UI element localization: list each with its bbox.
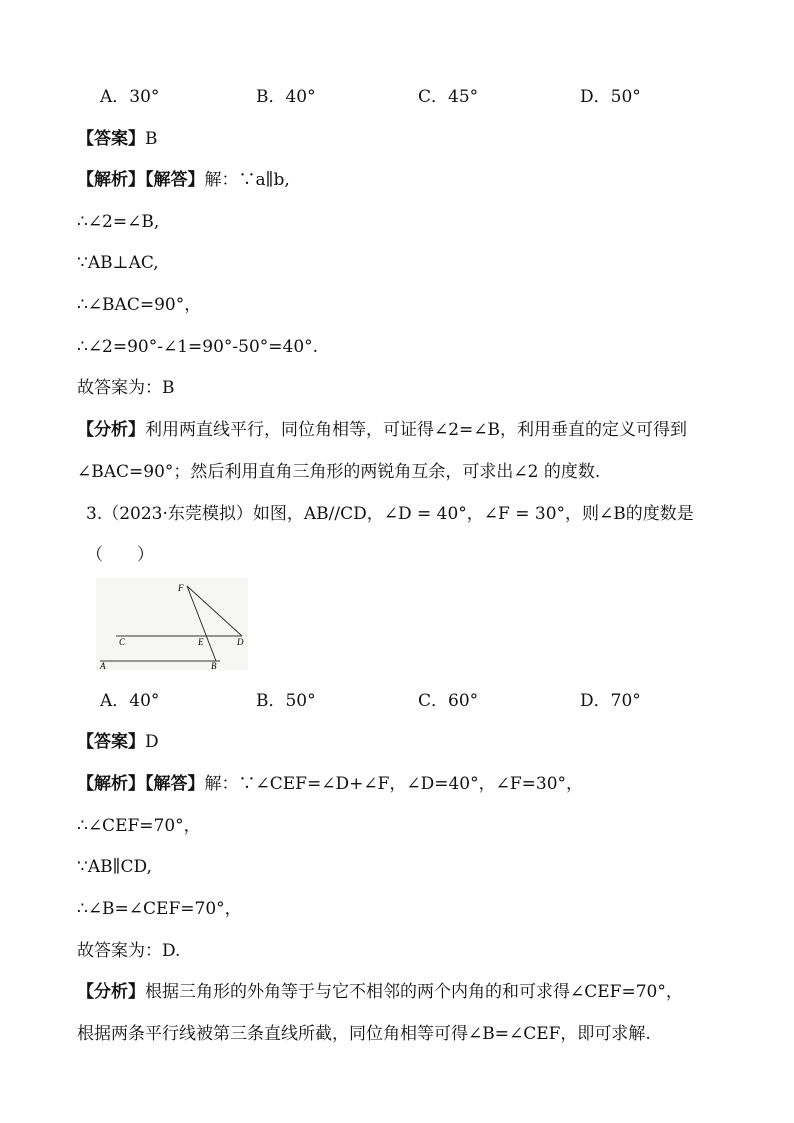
answer-value: B <box>145 129 158 149</box>
q2-analysis-line: ∴∠2=90°-∠1=90°-50°=40°. <box>77 337 319 357</box>
q2-option-c: C．45° <box>418 87 479 107</box>
analysis-tag: 【解析】【解答】 <box>77 774 205 794</box>
fenxi-text: 利用两直线平行，同位角相等，可证得∠2=∠B，利用垂直的定义可得到 <box>145 420 688 440</box>
q2-fenxi <box>77 419 687 441</box>
q2-options <box>0 86 794 108</box>
q3-answer <box>77 731 159 753</box>
label-c: C <box>119 637 126 647</box>
answer-tag: 【答案】 <box>77 732 145 752</box>
q3-analysis-line: ∴∠CEF=70°， <box>77 816 201 836</box>
analysis-text: 解：∵a∥b, <box>204 170 290 190</box>
q2-conclusion: 故答案为：B <box>77 378 175 398</box>
q3-analysis-line: ∵AB∥CD, <box>77 857 152 877</box>
q3-option-a: A．40° <box>100 691 160 711</box>
fenxi-tag: 【分析】 <box>77 982 145 1002</box>
geometry-figure <box>96 578 248 670</box>
q2-option-a: A．30° <box>100 87 160 107</box>
label-b: B <box>211 661 217 670</box>
q2-analysis-line: ∴∠2=∠B, <box>77 212 160 232</box>
q3-fenxi <box>77 981 683 1003</box>
q3-option-c: C．60° <box>418 691 479 711</box>
q2-analysis-line: ∴∠BAC=90°， <box>77 295 202 315</box>
q3-option-b: B．50° <box>256 691 316 711</box>
q3-stem: 3.（2023·东莞模拟）如图，AB//CD，∠D = 40°，∠F = 30°，则∠B的度数是 <box>86 504 694 524</box>
q2-analysis-line: ∵AB⊥AC, <box>77 253 159 273</box>
q3-stem-blank: （ ） <box>86 545 154 565</box>
q3-fenxi-cont: 根据两条平行线被第三条直线所截，同位角相等可得∠B=∠CEF，即可求解. <box>77 1024 651 1044</box>
q2-analysis-line <box>77 169 290 191</box>
q3-conclusion: 故答案为：D. <box>77 941 181 961</box>
label-f: F <box>178 583 184 593</box>
q2-fenxi-cont: ∠BAC=90°；然后利用直角三角形的两锐角互余，可求出∠2 的度数. <box>77 462 601 482</box>
fenxi-text: 根据三角形的外角等于与它不相邻的两个内角的和可求得∠CEF=70°， <box>145 982 683 1002</box>
analysis-tag: 【解析】【解答】 <box>77 170 205 190</box>
label-a: A <box>100 661 106 670</box>
answer-tag: 【答案】 <box>77 129 145 149</box>
label-d: D <box>237 637 244 647</box>
fenxi-tag: 【分析】 <box>77 420 145 440</box>
q2-option-d: D．50° <box>580 87 641 107</box>
q3-analysis-line: ∴∠B=∠CEF=70°， <box>77 899 242 919</box>
figure-background <box>96 578 248 670</box>
q3-options <box>0 690 794 712</box>
q3-analysis-line <box>77 773 583 795</box>
answer-value: D <box>145 732 159 752</box>
q2-option-b: B．40° <box>256 87 316 107</box>
q3-option-d: D．70° <box>580 691 641 711</box>
label-e: E <box>198 637 204 647</box>
q2-answer <box>77 128 158 150</box>
analysis-text: 解：∵∠CEF=∠D+∠F，∠D=40°，∠F=30°， <box>204 774 584 794</box>
